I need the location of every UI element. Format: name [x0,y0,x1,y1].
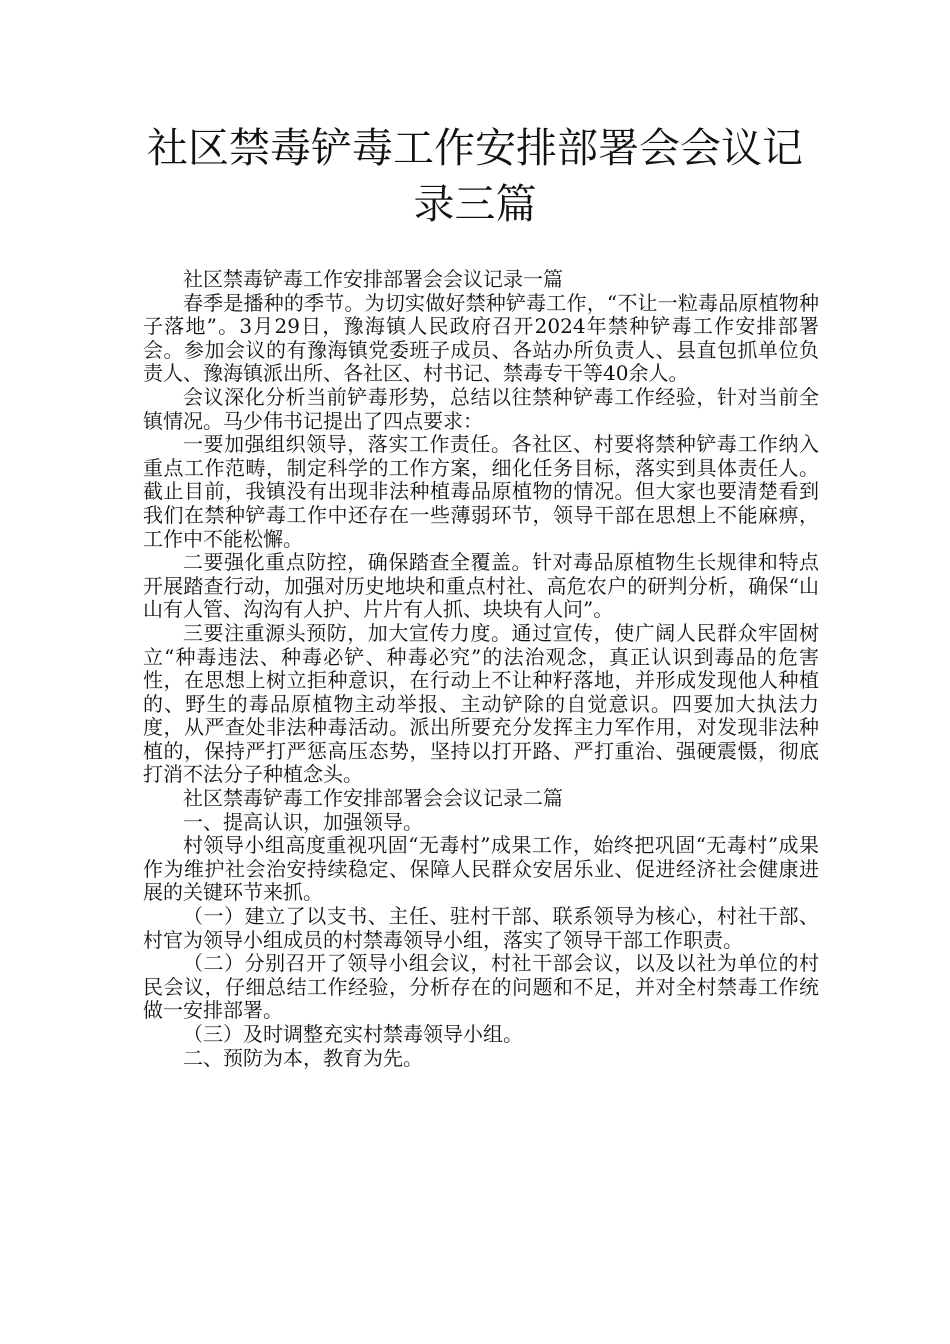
paragraph: 二要强化重点防控，确保踏查全覆盖。针对毒品原植物生长规律和特点开展踏查行动，加强对历史地块和重点村社、高危农户的研判分析，确保“山山有人管、沟沟有人护、片片有人抓、块块有人问”。 [143,550,819,622]
paragraph: （二）分别召开了领导小组会议，村社干部会议，以及以社为单位的村民会议，仔细总结工作经验，分析存在的问题和不足，并对全村禁毒工作统做一安排部署。 [143,951,819,1023]
section-heading: 社区禁毒铲毒工作安排部署会会议记录一篇 [183,267,563,291]
paragraph: （一）建立了以支书、主任、驻村干部、联系领导为核心，村社干部、村官为领导小组成员的村禁毒领导小组，落实了领导干部工作职责。 [143,904,819,952]
paragraph: 春季是播种的季节。为切实做好禁种铲毒工作，“不让一粒毒品原植物种子落地”。3月29日，豫海镇人民政府召开2024年禁种铲毒工作安排部署会。参加会议的有豫海镇党委班子成员、各站办所负责人、县直包抓单位负责人、豫海镇派出所、各社区、村书记、禁毒专干等40余人。 [143,290,819,386]
section-heading: 社区禁毒铲毒工作安排部署会会议记录二篇 [183,786,563,811]
subsection-heading: 二、预防为本，教育为先。 [183,1045,423,1070]
paragraph: （三）及时调整充实村禁毒领导小组。 [183,1022,523,1046]
paragraph: 会议深化分析当前铲毒形势，总结以往禁种铲毒工作经验，针对当前全镇情况。马少伟书记提出了四点要求： [143,384,819,433]
paragraph: 村领导小组高度重视巩固“无毒村”成果工作，始终把巩固“无毒村”成果作为维护社会治安持续稳定、保障人民群众安居乐业、促进经济社会健康进展的关键环节来抓。 [143,833,819,905]
paragraph: 三要注重源头预防，加大宣传力度。通过宣传，使广阔人民群众牢固树立“种毒违法、种毒必铲、种毒必究”的法治观念，真正认识到毒品的危害性，在思想上树立拒种意识，在行动上不让种籽落地，并形成发现他人种植的、野生的毒品原植物主动举报、主动铲除的自觉意识。四要加大执法力度，从严查处非法种毒活动。派出所要充分发挥主力军作用，对发现非法种植的，保持严打严惩高压态势，坚持以打开路、严打重治、强硬震慑，彻底打消不法分子种植念头。 [143,620,819,787]
document-body [143,268,819,1070]
paragraph: 一要加强组织领导，落实工作责任。各社区、村要将禁种铲毒工作纳入重点工作范畴，制定科学的工作方案，细化任务目标，落实到具体责任人。截止目前，我镇没有出现非法种植毒品原植物的情况。但大家也要清楚看到我们在禁种铲毒工作中还存在一些薄弱环节，领导干部在思想上不能麻痹，工作中不能松懈。 [143,432,819,551]
subsection-heading: 一、提高认识，加强领导。 [183,809,423,834]
document-title: 社区禁毒铲毒工作安排部署会会议记录三篇 [147,124,803,228]
